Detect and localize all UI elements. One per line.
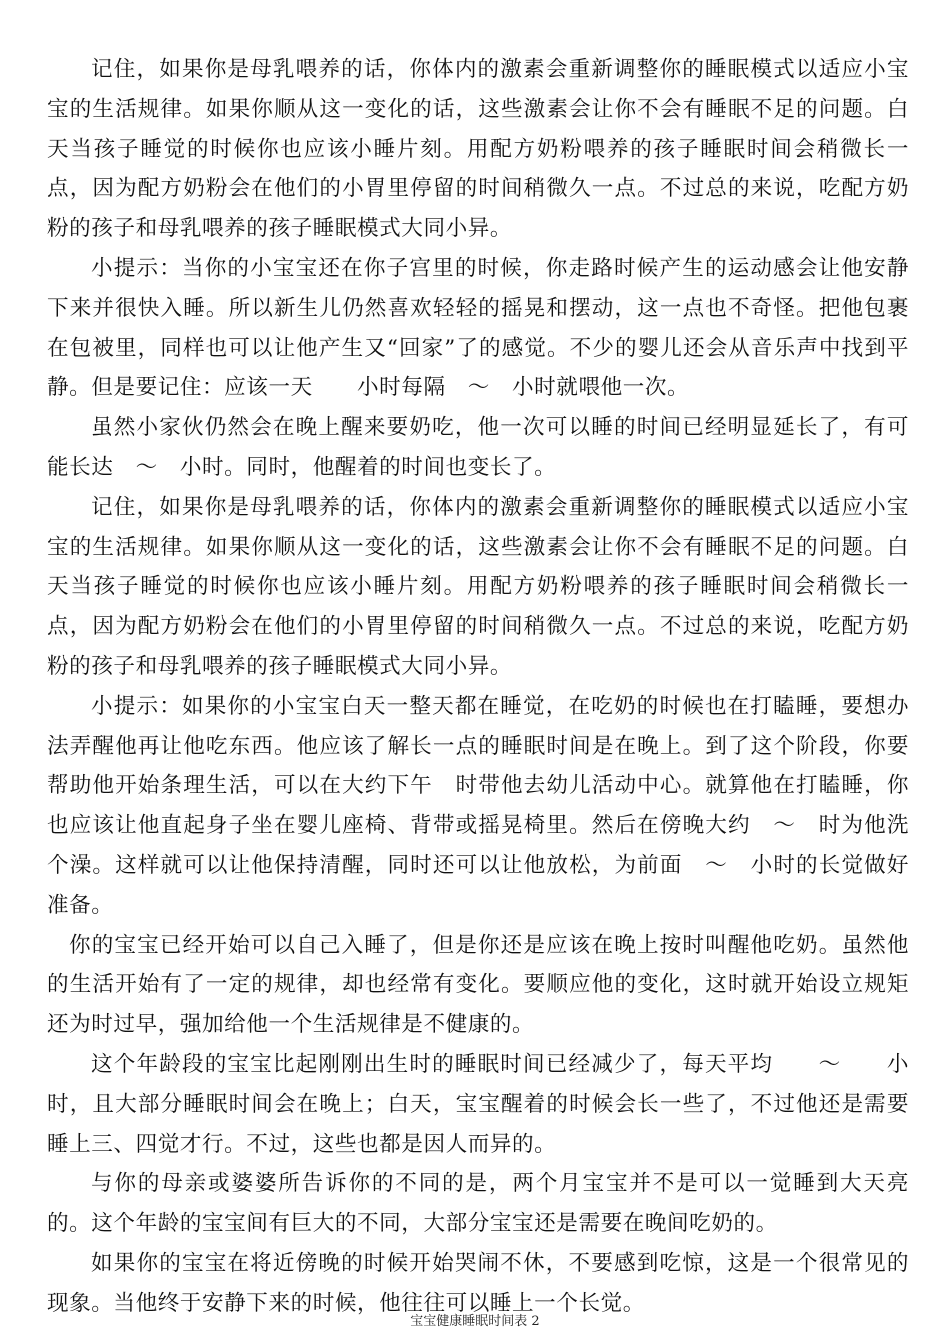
paragraph-7: 这个年龄段的宝宝比起刚刚出生时的睡眠时间已经减少了，每天平均 ～ 小时，且大部分睡眠时间会在晚上；白天，宝宝醒着的时候会长一些了，不过他还是需要睡上三、四觉才行。不过，这些也都是因人而异的。 bbox=[47, 1051, 909, 1157]
paragraph-4: 记住，如果你是母乳喂养的话，你体内的激素会重新调整你的睡眠模式以适应小宝宝的生活规律。如果你顺从这一变化的话，这些激素会让你不会有睡眠不足的问题。白天当孩子睡觉的时候你也应该小睡片刻。用配方奶粉喂养的孩子睡眠时间会稍微长一点，因为配方奶粉会在他们的小胃里停留的时间稍微久一点。不过总的来说，吃配方奶粉的孩子和母乳喂养的孩子睡眠模式大同小异。 bbox=[47, 494, 909, 679]
paragraph-3: 虽然小家伙仍然会在晚上醒来要奶吃，他一次可以睡的时间已经明显延长了，有可能长达 ～ 小时。同时，他醒着的时间也变长了。 bbox=[47, 415, 909, 480]
document-body bbox=[47, 50, 909, 1324]
paragraph-2: 小提示：当你的小宝宝还在你子宫里的时候，你走路时候产生的运动感会让他安静下来并很快入睡。所以新生儿仍然喜欢轻轻的摇晃和摆动，这一点也不奇怪。把他包裹在包被里，同样也可以让他产生又“回家”了的感觉。不少的婴儿还会从音乐声中找到平静。但是要记住：应该一天 小时每隔 ～ 小时就喂他一次。 bbox=[47, 255, 909, 401]
paragraph-8: 与你的母亲或婆婆所告诉你的不同的是，两个月宝宝并不是可以一觉睡到大天亮的。这个年龄的宝宝间有巨大的不同，大部分宝宝还是需要在晚间吃奶的。 bbox=[47, 1171, 909, 1237]
paragraph-1: 记住，如果你是母乳喂养的话，你体内的激素会重新调整你的睡眠模式以适应小宝宝的生活规律。如果你顺从这一变化的话，这些激素会让你不会有睡眠不足的问题。白天当孩子睡觉的时候你也应该小睡片刻。用配方奶粉喂养的孩子睡眠时间会稍微长一点，因为配方奶粉会在他们的小胃里停留的时间稍微久一点。不过总的来说，吃配方奶粉的孩子和母乳喂养的孩子睡眠模式大同小异。 bbox=[47, 57, 909, 242]
paragraph-6: 你的宝宝已经开始可以自己入睡了，但是你还是应该在晚上按时叫醒他吃奶。虽然他的生活开始有了一定的规律，却也经常有变化。要顺应他的变化，这时就开始设立规矩还为时过早，强加给他一个生活规律是不健康的。 bbox=[47, 932, 909, 1038]
paragraph-5: 小提示：如果你的小宝宝白天一整天都在睡觉，在吃奶的时候也在打瞌睡，要想办法弄醒他再让他吃东西。他应该了解长一点的睡眠时间是在晚上。到了这个阶段，你要帮助他开始条理生活，可以在大约下午 时带他去幼儿活动中心。就算他在打瞌睡，你也应该让他直起身子坐在婴儿座椅、背带或摇晃椅里。然后在傍晚大约 ～ 时为他洗个澡。这样就可以让他保持清醒，同时还可以让他放松，为前面 ～ 小时的长觉做好准备。 bbox=[47, 693, 909, 918]
page-footer: 宝宝健康睡眠时间表 2 bbox=[410, 1314, 540, 1329]
paragraph-9: 如果你的宝宝在将近傍晚的时候开始哭闹不休，不要感到吃惊，这是一个很常见的现象。当他终于安静下来的时候，他往往可以睡上一个长觉。 bbox=[47, 1250, 909, 1316]
